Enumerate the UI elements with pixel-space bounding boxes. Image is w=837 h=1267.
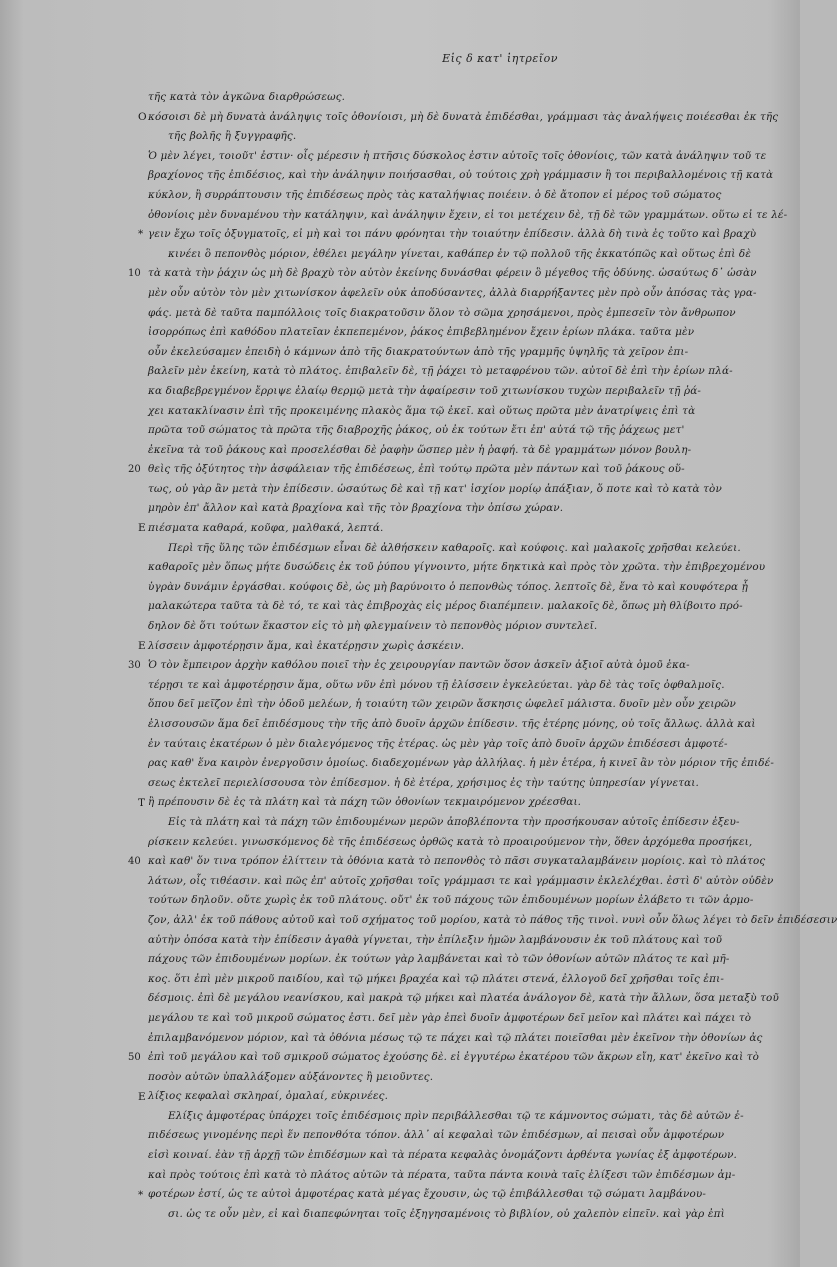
- text-line: βαλεῖν μὲν ἐκείνη, κατὰ τὸ πλάτος. ἐπιβαλεῖν δὲ, τῇ ῥάχει τὸ μεταφρένου τῶν. αὐτοῖ δὲ ἐπὶ τὴν ἐρίων πλά-: [148, 365, 733, 378]
- asterisk-marker: *: [138, 1188, 144, 1201]
- text-line: Ὁ μὲν λέγει, τοιοῦτ' ἐστιν· οἷς μέρεσιν ἡ πτῆσις δύσκολος ἐστιν αὐτοῖς τοῖς ὀθονίοις, τῶν κατὰ ἀνάληψιν τοῦ τε: [148, 149, 767, 162]
- text-line: σι. ὡς τε οὖν μὲν, εἰ καὶ διαπεφώνηται τοῖς ἐξηγησαμένοις τὸ βιβλίον, οὐ χαλεπὸν εἰπεῖν. καὶ γὰρ ἐπὶ: [168, 1207, 725, 1220]
- text-line: μηρὸν ἐπ' ἄλλον καὶ κατὰ βραχίονα καὶ τῆς τὸν βραχίονα τὴν ὀπίσω χώραν.: [148, 502, 564, 515]
- text-line: Ὁ τὸν ἔμπειρον ἀρχὴν καθόλου ποιεῖ τὴν ἐς χειρουργίαν παντῶν ὅσον ἀσκεῖν ἀξιοῖ αὐτὰ ὁμοῦ ἑκα-: [148, 659, 690, 672]
- text-line: Περὶ τῆς ὕλης τῶν ἐπιδέσμων εἶναι δὲ ἀλθήσκειν καθαροῖς. καὶ κούφοις. καὶ μαλακοῖς χρῆσθαι κελεύει.: [168, 541, 741, 554]
- text-line: δηλον δὲ ὅτι τούτων ἕκαστον εἰς τὸ μὴ φλεγμαίνειν τὸ πεπονθὸς μόριον συντελεῖ.: [148, 620, 598, 633]
- text-line: ζον, ἀλλ' ἐκ τοῦ πάθους αὐτοῦ καὶ τοῦ σχήματος τοῦ μορίου, κατὰ τὸ πάθος τῆς τινοὶ. νυνὶ οὖν ὅλως λέγει τὸ δεῖν ἐπιδέσεσιν: [148, 913, 837, 926]
- text-line: τῆς βολῆς ἢ ξυγγραφῆς.: [168, 130, 297, 143]
- text-line: αὐτὴν ὁπόσα κατὰ τὴν ἐπίδεσιν ἀγαθὰ γίγνεται, τὴν ἐπίλεξιν ἡμῶν λαμβάνουσιν ἐκ τοῦ πλάτους καὶ τοῦ: [148, 933, 723, 946]
- text-line: κόσοισι δὲ μὴ δυνατὰ ἀνάληψις τοῖς ὀθονίοισι, μὴ δὲ δυνατὰ ἐπιδέσθαι, γράμμασι τὰς ἀναλήψεις ποιέεσθαι ἐκ τῆς: [148, 110, 779, 123]
- text-line: πάχους τῶν ἐπιδουμένων μορίων. ἐκ τούτων γὰρ λαμβάνεται καὶ τὸ τῶν ὀθονίων αὐτῶν πλάτος τε καὶ μῆ-: [148, 953, 730, 966]
- text-line: μεγάλου τε καὶ τοῦ μικροῦ σώματος ἐστι. δεῖ μὲν γὰρ ἐπεὶ δυοῖν ἀμφοτέρων δεῖ μεῖον καὶ πλάτει καὶ πάχει τὸ: [148, 1011, 752, 1024]
- text-line: τέρῃσι τε καὶ ἀμφοτέρῃσιν ἅμα, οὕτω νῦν ἐπὶ μόνου τῇ ἐλίσσειν ἐγκελεύεται. γὰρ δὲ τὰς τοῖς ὀφθαλμοῖς.: [148, 678, 725, 691]
- text-line: κύκλον, ἢ συρράπτουσιν τῆς ἐπιδέσεως πρὸς τὰς καταλήψιας ποιέειν. ὁ δὲ ἄτοπον εἰ μέρος τοῦ σώματος: [148, 188, 722, 201]
- text-line: μαλακώτερα ταῦτα τὰ δὲ τό, τε καὶ τὰς ἐπιβροχὰς εἰς μέρος διαπέμπειν. μαλακοῖς δὲ, ὅπως μὴ θλίβοιτο πρό-: [148, 600, 743, 613]
- lemma-initial: Ε: [138, 1090, 146, 1103]
- text-line: μὲν οὖν αὐτὸν τὸν μὲν χιτωνίσκον ἀφελεῖν οὐκ ἀποδύσαντες, ἀλλὰ διαρρήξαντες μὲν πρὸ οὖν ἀπόσας τὰς γρα-: [148, 286, 757, 299]
- text-line: χει κατακλίνασιν ἐπὶ τῆς προκειμένης πλακὸς ἅμα τῷ ἐκεῖ. καὶ οὕτως πρῶτα μὲν ἀνατρίψεις ἐπὶ τὰ: [148, 404, 696, 417]
- text-line: καὶ πρὸς τούτοις ἐπὶ κατὰ τὸ πλάτος αὐτῶν τὰ πέρατα, ταῦτα πάντα κοινὰ ταῖς ἐλίξεσι τῶν ἐπιδέσμων ἀμ-: [148, 1168, 736, 1181]
- text-line: τῆς κατὰ τὸν ἀγκῶνα διαρθρώσεως.: [148, 91, 346, 103]
- text-line: Εἰς τὰ πλάτη καὶ τὰ πάχη τῶν ἐπιδουμένων μερῶν ἀποβλέποντα τὴν προσήκουσαν αὐτοῖς ἐπίδεσιν ἐξευ-: [168, 815, 740, 828]
- text-line: εἰσὶ κοιναί. ἐὰν τῇ ἀρχῇ τῶν ἐπιδέσμων καὶ τὰ πέρατα κεφαλὰς ὀνομάζοντι ἀρθέντα γωνίας ἐξ ἀμφοτέρων.: [148, 1149, 737, 1162]
- text-line: κινέει ὃ πεπονθὸς μόριον, ἐθέλει μεγάλην γίνεται, καθάπερ ἐν τῷ πολλοῦ τῆς ἐκκατόπῶς καὶ οὕτως ἐπὶ δὲ: [168, 247, 752, 260]
- lemma-initial: Ε: [138, 522, 146, 535]
- text-line: λίξιος κεφαλαὶ σκληραί, ὁμαλαί, εὐκρινέες.: [148, 1090, 389, 1103]
- text-line: φοτέρων ἐστί, ὡς τε αὐτοὶ ἀμφοτέρας κατὰ μέγας ἔχουσιν, ὡς τῷ ἐπιβάλλεσθαι τῷ σώματι λαμβάνου-: [148, 1188, 707, 1201]
- line-number: 20: [128, 464, 141, 476]
- text-line: ὑγρὰν δυνάμιν ἐργάσθαι. κούφοις δὲ, ὡς μὴ βαρύνοιτο ὁ πεπονθὼς τόπος. λεπτοῖς δὲ, ἕνα τὸ καὶ κουφότερα ᾖ: [148, 580, 748, 593]
- text-line: φάς. μετὰ δὲ ταῦτα παμπόλλοις τοῖς διακρατοῦσιν ὅλον τὸ σῶμα χρησάμενοι, πρὸς ἐμπεσεῖν τὸν ἄνθρωπον: [148, 306, 736, 319]
- text-line: ἐπιλαμβανόμενον μόριον, καὶ τὰ ὀθόνια μέσως τῷ τε πάχει καὶ τῷ πλάτει ποιεῖσθαι μὲν ἐκεῖνον τὴν ὀθονίων ἀς: [148, 1031, 763, 1044]
- text-line: πιέσματα καθαρά, κοῦφα, μαλθακά, λεπτά.: [148, 522, 384, 535]
- text-line: τως, οὐ γὰρ ἂν μετὰ τὴν ἐπίδεσιν. ὡσαύτως δὲ καὶ τῇ κατ' ἰσχίον μορίῳ ἀπάξιαν, ὅ ποτε καὶ τὸ κατὰ τὸν: [148, 482, 722, 495]
- text-line: ἐπὶ τοῦ μεγάλου καὶ τοῦ σμικροῦ σώματος ἐχούσης δὲ. εἰ ἐγγυτέρω ἑκατέρου τῶν ἄκρων εἴη, κατ' ἐκεῖνο καὶ τὸ: [148, 1051, 760, 1064]
- text-line: ὀθονίοις μὲν δυναμένου τὴν κατάληψιν, καὶ ἀνάληψιν ἔχειν, εἰ τοι μετέχειν δὲ, τῇ δὲ τῶν γραμμάτων. οὕτω εἰ τε λέ-: [148, 208, 788, 221]
- lemma-initial: Ε: [138, 639, 146, 652]
- line-number: 50: [128, 1052, 141, 1064]
- running-head: Εἰς δ κατ' ἰητρεῖον: [442, 52, 558, 65]
- text-line: ἐλισσουσῶν ἅμα δεῖ ἐπιδέσμους τὴν τῆς ἀπὸ δυοῖν ἀρχῶν ἐπίδεσιν. τῆς ἑτέρης μόνης, οὐ τοῖς ἄλλως. ἀλλὰ καὶ: [148, 718, 756, 730]
- text-line: τούτων δηλοῦν. οὔτε χωρὶς ἐκ τοῦ πλάτους. οὔτ' ἐκ τοῦ πάχους τῶν ἐπιδουμένων μορίων ἐλάβετο τι τῶν ἀρμο-: [148, 894, 754, 907]
- text-line: πιδέσεως γινομένης περὶ ἕν πεπονθότα τόπον. ἀλλ᾽ αἱ κεφαλαὶ τῶν ἐπιδέσμων, αἱ πεισαὶ οὖν ἀμφοτέρων: [148, 1129, 725, 1142]
- text-line: κος. ὅτι ἐπὶ μὲν μικροῦ παιδίου, καὶ τῷ μήκει βραχέα καὶ τῷ πλάτει στενά, ἐλλογοῦ δεῖ χρῆσθαι τοῖς ἐπι-: [148, 972, 724, 985]
- text-line: δέσμοις. ἐπὶ δὲ μεγάλου νεανίσκου, καὶ μακρὰ τῷ μήκει καὶ πλατέα ἀνάλογον δὲ, κατὰ τὴν ἄλλων, ὅσα μεταξὺ τοῦ: [148, 992, 779, 1005]
- text-line: λίσσειν ἀμφοτέρῃσιν ἅμα, καὶ ἑκατέρῃσιν χωρὶς ἀσκέειν.: [148, 639, 465, 652]
- text-line: καὶ καθ' ὅν τινα τρόπον ἐλίττειν τὰ ὀθόνια κατὰ τὸ πεπονθὸς τὸ πᾶσι συγκαταλαμβάνειν μορίοις. καὶ τὸ πλάτος: [148, 855, 766, 868]
- text-line: ρας καθ' ἕνα καιρὸν ἐνεργοῦσιν ὁμοίως. διαδεχομένων γὰρ ἀλλήλας. ἡ μὲν ἑτέρα, ἡ κινεῖ ἂν τὸν μόριον τῆς ἐπιδέ-: [148, 757, 775, 770]
- text-line: γειν ἔχω τοῖς ὀξυγματοῖς, εἰ μὴ καὶ τοι πάνυ φρόνηται τὴν τοιαύτην ἐπίδεσιν. ἀλλὰ δὴ τινὰ ἐς τοῦτο καὶ βραχὺ: [148, 228, 757, 241]
- text-line: ὅπου δεῖ μεῖζον ἐπὶ τὴν ὁδοῦ μελέων, ἡ τοιαύτη τῶν χειρῶν ἄσκησις ὠφελεῖ μάλιστα. δυοῖν μὲν οὖν χειρῶν: [148, 698, 736, 711]
- text-line: ἐν ταύταις ἐκατέρων ὁ μὲν διαλεγόμενος τῆς ἑτέρας. ὡς μὲν γὰρ τοῖς ἀπὸ δυοῖν ἀρχῶν ἐπιδέσεσι ἀμφοτέ-: [148, 737, 728, 750]
- text-line: κα διαβεβρεγμένον ἔρριψε ἐλαίῳ θερμῷ μετὰ τὴν ἀφαίρεσιν τοῦ χιτωνίσκου τυχὼν περιβαλεῖν τῇ ῥά-: [148, 384, 702, 397]
- asterisk-marker: *: [138, 228, 144, 241]
- text-line: λάτων, οἷς τιθέασιν. καὶ πῶς ἐπ' αὐτοῖς χρῆσθαι τοῖς γράμμασι τε καὶ γράμμασιν ἐκλελέχθαι. ἐστὶ δ' αὐτὸν οὐδὲν: [148, 874, 774, 887]
- text-line: βραχίονος τῆς ἐπιδέσιος, καὶ τὴν ἀνάληψιν ποιήσασθαι, οὐ τούτοις χρὴ γράμμασιν ἢ τοι περιβαλλομένοις τῇ κατὰ: [148, 169, 774, 182]
- text-line: σεως ἐκτελεῖ περιελίσσουσα τὸν ἐπίδεσμον. ἡ δὲ ἑτέρα, χρήσιμος ἐς τὴν ταύτης ὑπηρεσίαν γίγνεται.: [148, 776, 699, 789]
- text-line: θεὶς τῆς ὀξύτητος τὴν ἀσφάλειαν τῆς ἐπιδέσεως, ἐπὶ τούτῳ πρῶτα μὲν πάντων καὶ τοῦ ῥάκους οὕ-: [148, 463, 685, 476]
- lemma-initial: Ο: [138, 110, 147, 123]
- text-line: καθαροῖς μὲν ὅπως μήτε δυσώδεις ἐκ τοῦ ῥύπου γίγνοιντο, μήτε δηκτικὰ καὶ πρὸς τὸν χρῶτα. τὴν ἐπιβρεχομένου: [148, 561, 766, 574]
- text-line: πρῶτα τοῦ σώματος τὰ πρῶτα τῆς διαβροχῆς ῥάκος, οὐ ἐκ τούτων ἔτι ἐπ' αὐτά τῷ τῆς ῥάχεως μετ': [148, 424, 685, 437]
- text-line: τὰ κατὰ τὴν ῥάχιν ὡς μὴ δὲ βραχὺ τὸν αὐτὸν ἐκείνης δυνάσθαι φέρειν ὃ μέγεθος τῆς ὀδύνης. ὡσαύτως δ᾽ ὡσὰν: [148, 267, 757, 280]
- line-number: 30: [128, 660, 141, 672]
- text-line: ποσὸν αὐτῶν ὑπαλλάξομεν αὐξάνοντες ἢ μειοῦντες.: [148, 1070, 434, 1083]
- line-number: 10: [128, 268, 141, 280]
- text-line: ἐκεῖνα τὰ τοῦ ῥάκους καὶ προσελέσθαι δὲ ῥαφὴν ὥσπερ μὲν ἡ ῥαφή. τὰ δὲ γραμμάτων μόνον βουλη-: [148, 443, 692, 456]
- text-line: οὖν ἐκελεύσαμεν ἐπειδὴ ὁ κάμνων ἀπὸ τῆς διακρατούντων ἀπὸ τῆς γραμμῆς ὑψηλῆς τὰ χεῖρον ἐπι-: [148, 345, 689, 358]
- text-line: Ελίξις ἀμφοτέρας ὑπάρχει τοῖς ἐπιδέσμοις πρὶν περιβάλλεσθαι τῷ τε κάμνοντος σώματι, τὰς δὲ αὐτῶν ἐ-: [168, 1109, 744, 1122]
- text-line: ρίσκειν κελεύει. γινωσκόμενος δὲ τῆς ἐπιδέσεως ὀρθῶς κατὰ τὸ προαιρούμενον τὴν, ὅθεν ἀρχόμεθα προσήκει,: [148, 835, 753, 848]
- lemma-initial: Τ: [138, 796, 146, 809]
- text-line: ἢ πρέπουσιν δὲ ἐς τὰ πλάτη καὶ τὰ πάχη τῶν ὀθονίων τεκμαιρόμενον χρέεσθαι.: [148, 796, 582, 809]
- text-block: [128, 88, 837, 1224]
- line-number: 40: [128, 856, 141, 868]
- text-line: ἰσορρόπως ἐπὶ καθόδου πλατεῖαν ἐκπεπεμένον, ῥάκος ἐπιβεβλημένον ἔχειν ἐρίων πλάκα. ταῦτα μὲν: [148, 326, 695, 339]
